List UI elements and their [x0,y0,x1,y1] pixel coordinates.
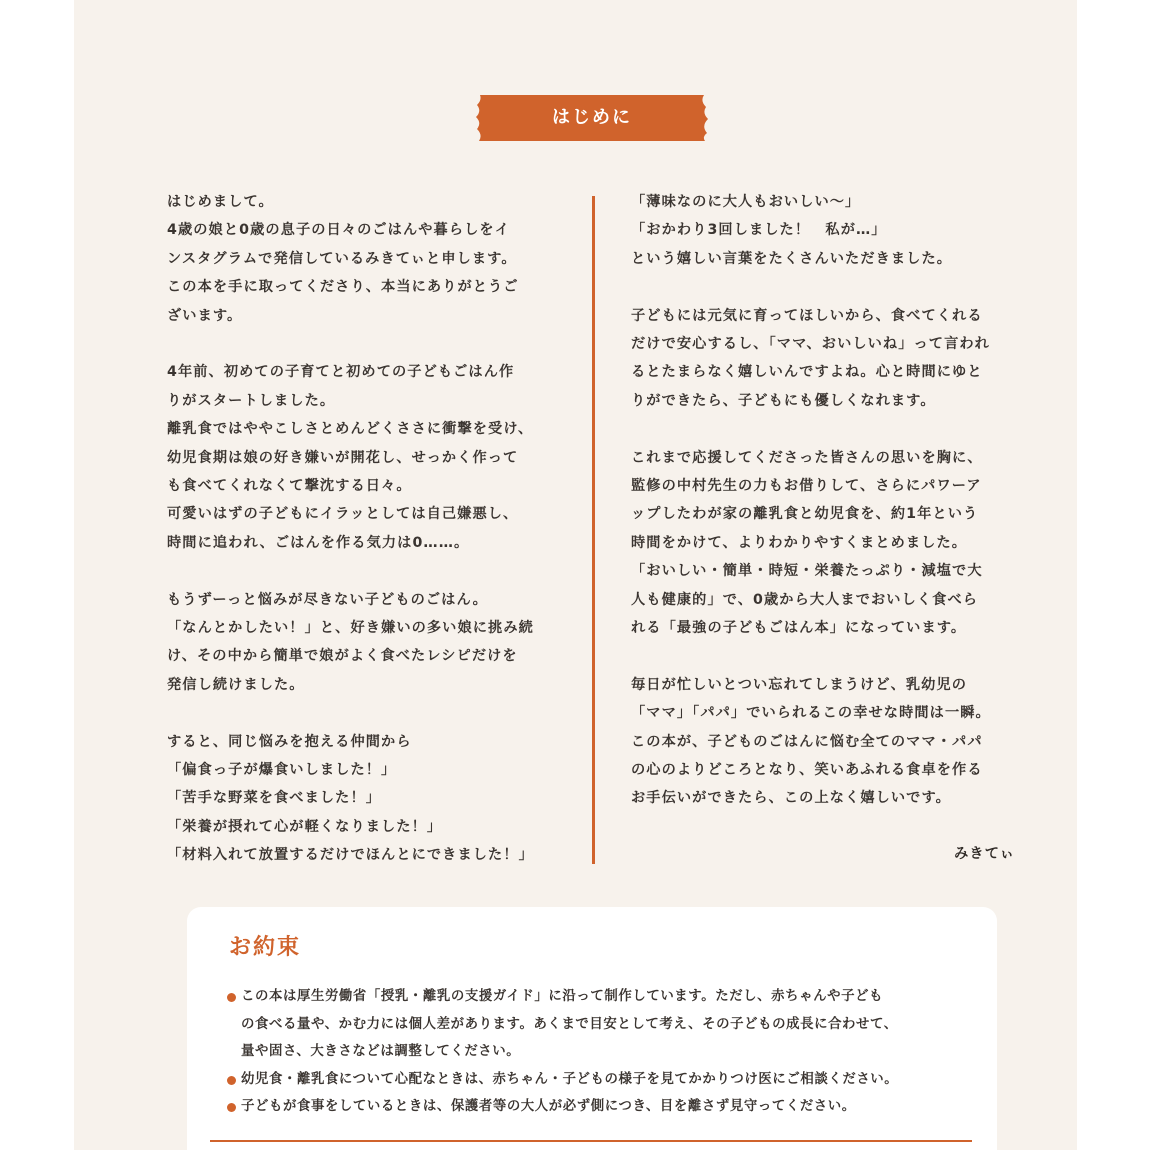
text-line: 可愛いはずの子どもにイラッとしては自己嫌悪し、 [167,506,519,523]
bullet-dot-icon [227,1103,236,1112]
title-banner [476,95,708,141]
text-line: 「材料入れて放置するだけでほんとにできました！」 [167,847,534,864]
text-line: 時間に追われ、ごはんを作る気力は0……。 [167,534,470,551]
text-line: 4歳の娘と0歳の息子の日々のごはんや暮らしをイ [167,222,510,239]
text-line: すると、同じ悩みを抱える仲間から [167,733,412,750]
text-line: れる「最強の子どもごはん本」になっています。 [631,620,967,637]
text-line: この本を手に取ってくださり、本当にありがとうご [167,279,519,296]
intro-right-column [631,188,1021,813]
text-line: 「おいしい・簡単・時短・栄養たっぷり・減塩で大 [631,563,983,580]
text-line: 「薄味なのに大人もおいしい〜」 [631,194,861,210]
promise-item [226,1066,986,1094]
promise-item [226,983,986,1066]
text-line: 「ママ」「パパ」でいられるこの幸せな時間は一瞬。 [631,705,991,722]
promise-list [226,983,986,1121]
text-line: 離乳食ではややこしさとめんどくささに衝撃を受け、 [167,421,534,438]
text-line: 「なんとかしたい！」と、好き嫌いの多い娘に挑み続 [167,620,534,637]
promise-rule [210,1140,972,1142]
text-line: 幼児食期は娘の好き嫌いが開花し、せっかく作って [167,449,519,466]
text-line: 子どもには元気に育ってほしいから、食べてくれる [631,307,983,324]
text-line: 発信し続けました。 [167,676,305,693]
promise-title: お約束 [229,935,302,960]
promise-item-line: の食べる量や、かむ力には個人差があります。あくまで目安として考え、その子どもの成長に合わせて、 [241,1016,898,1032]
author-signature: みきてぃ [954,846,1015,862]
promise-item-line: 幼児食・離乳食について心配なときは、赤ちゃん・子どもの様子を見てかかりつけ医にご相談ください。 [241,1071,899,1087]
text-line: この本が、子どものごはんに悩む全てのママ・パパ [631,733,983,750]
text-line: 監修の中村先生の力もお借りして、さらにパワーア [631,478,982,495]
text-line: はじめまして。 [167,194,274,210]
paragraph-gap [167,330,567,358]
promise-item-line: 量や固さ、大きさなどは調整してください。 [241,1044,521,1059]
text-line: も食べてくれなくて撃沈する日々。 [167,478,412,495]
paragraph-gap [631,642,1021,670]
text-line: 「栄養が摂れて心が軽くなりました！」 [167,818,443,835]
text-line: ンスタグラムで発信しているみきてぃと申します。 [167,250,517,267]
paragraph-gap [167,557,567,585]
text-line: け、その中から簡単で娘がよく食べたレシピだけを [167,648,518,665]
intro-left-column [167,188,567,870]
text-line: りができたら、子どもにも優しくなれます。 [631,392,936,409]
text-line: ップしたわが家の離乳食と幼児食を、約1年という [631,506,979,523]
text-line: 時間をかけて、よりわかりやすくまとめました。 [631,534,968,551]
paragraph-gap [167,699,567,727]
text-line: 「偏食っ子が爆食いしました！」 [167,762,397,779]
bullet-dot-icon [227,1076,236,1085]
text-line: 「苦手な野菜を食べました！」 [167,790,382,807]
text-line: だけで安心するし、「ママ、おいしいね」って言われ [631,336,990,353]
promise-item [226,1093,986,1121]
promise-item-line: 子どもが食事をしているときは、保護者等の大人が必ず側につき、目を離さず見守ってください。 [241,1099,856,1114]
text-line: の心のよりどころとなり、笑いあふれる食卓を作る [631,762,983,779]
text-line: 4年前、初めての子育てと初めての子どもごはん作 [167,364,515,381]
text-line: 毎日が忙しいとつい忘れてしまうけど、乳幼児の [631,676,968,693]
text-line: お手伝いができたら、この上なく嬉しいです。 [631,790,951,807]
text-line: もうずーっと悩みが尽きない子どものごはん。 [167,591,488,608]
text-line: るとたまらなく嬉しいんですよね。心と時間にゆと [631,364,983,381]
promise-item-line: この本は厚生労働省「授乳・離乳の支援ガイド」に沿って制作しています。ただし、赤ちゃんや子ども [241,989,884,1004]
text-line: という嬉しい言葉をたくさんいただきました。 [631,250,953,267]
text-line: 「おかわり3回しました！ 私が…」 [631,222,887,239]
text-line: りがスタートしました。 [167,392,336,409]
paragraph-gap [631,273,1021,301]
bullet-dot-icon [227,993,236,1002]
column-divider [592,196,595,864]
page-title: はじめに [552,107,632,128]
text-line: 人も健康的」で、0歳から大人までおいしく食べら [631,591,979,608]
text-line: ざいます。 [167,307,243,324]
text-line: これまで応援してくださった皆さんの思いを胸に、 [631,449,983,466]
paragraph-gap [631,415,1021,443]
